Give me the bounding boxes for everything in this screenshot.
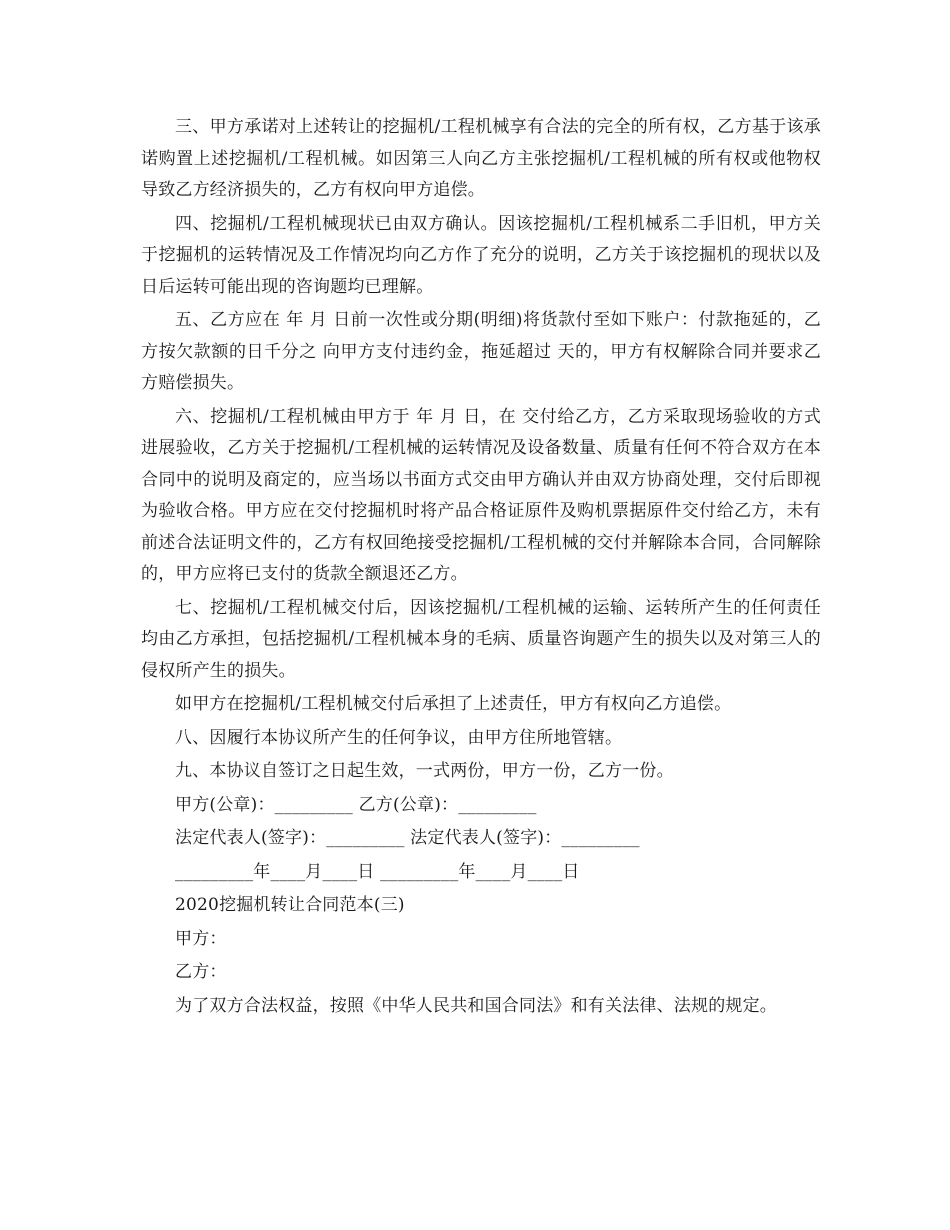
clause-5-paragraph: 五、乙方应在 年 月 日前一次性或分期(明细)将货款付至如下账户：付款拖延的，乙方按欠款额的日千分之 向甲方支付违约金，拖延超过 天的，甲方有权解除合同并要求乙方赔偿损失。 bbox=[141, 310, 821, 393]
preamble-line: 为了双方合法权益，按照《中华人民共和国合同法》和有关法律、法规的规定。 bbox=[175, 995, 777, 1016]
clause-6-paragraph: 六、挖掘机/工程机械由甲方于 年 月 日，在 交付给乙方，乙方采取现场验收的方式进展验收，乙方关于挖掘机/工程机械的运转情况及设备数量、质量有任何不符合双方在本合同中的说明及商定的，应当场以书面方式交由甲方确认并由双方协商处理，交付后即视为验收合格。甲方应在交付挖掘机时将产品合格证原件及购机票据原件交付给乙方，未有前述合法证明文件的，乙方有权回绝接受挖掘机/工程机械的交付并解除本合同，合同解除的，甲方应将已支付的货款全额退还乙方。 bbox=[141, 406, 821, 584]
party-b-label: 乙方： bbox=[175, 962, 227, 982]
date-line: _________年____月____日 _________年____月____日 bbox=[175, 861, 580, 882]
clause-4-paragraph: 四、挖掘机/工程机械现状已由双方确认。因该挖掘机/工程机械系二手旧机，甲方关于挖掘机的运转情况及工作情况均向乙方作了充分的说明，乙方关于该挖掘机的现状以及日后运转可能出现的咨询题均已理解。 bbox=[141, 213, 821, 297]
section-title: 2020挖掘机转让合同范本(三) bbox=[175, 895, 405, 915]
clause-3-paragraph: 三、甲方承诺对上述转让的挖掘机/工程机械享有合法的完全的所有权，乙方基于该承诺购置上述挖掘机/工程机械。如因第三人向乙方主张挖掘机/工程机械的所有权或他物权导致乙方经济损失的，乙方有权向甲方追偿。 bbox=[141, 117, 821, 200]
clause-7-paragraph: 七、挖掘机/工程机械交付后，因该挖掘机/工程机械的运输、运转所产生的任何责任均由乙方承担，包括挖掘机/工程机械本身的毛病、质量咨询题产生的损失以及对第三人的侵权所产生的损失。 bbox=[141, 597, 821, 681]
seal-line: 甲方(公章)：_________ 乙方(公章)：_________ bbox=[175, 794, 537, 815]
document-page bbox=[141, 112, 821, 1022]
party-a-label: 甲方： bbox=[175, 928, 227, 949]
clause-9-line: 九、本协议自签订之日起生效，一式两份，甲方一份，乙方一份。 bbox=[175, 761, 674, 781]
clause-8-line: 八、因履行本协议所产生的任何争议，由甲方住所地管辖。 bbox=[175, 727, 623, 748]
representative-signature-line: 法定代表人(签字)：_________ 法定代表人(签字)：_________ bbox=[175, 828, 640, 848]
liability-recourse-line: 如甲方在挖掘机/工程机械交付后承担了上述责任，甲方有权向乙方追偿。 bbox=[175, 694, 732, 714]
